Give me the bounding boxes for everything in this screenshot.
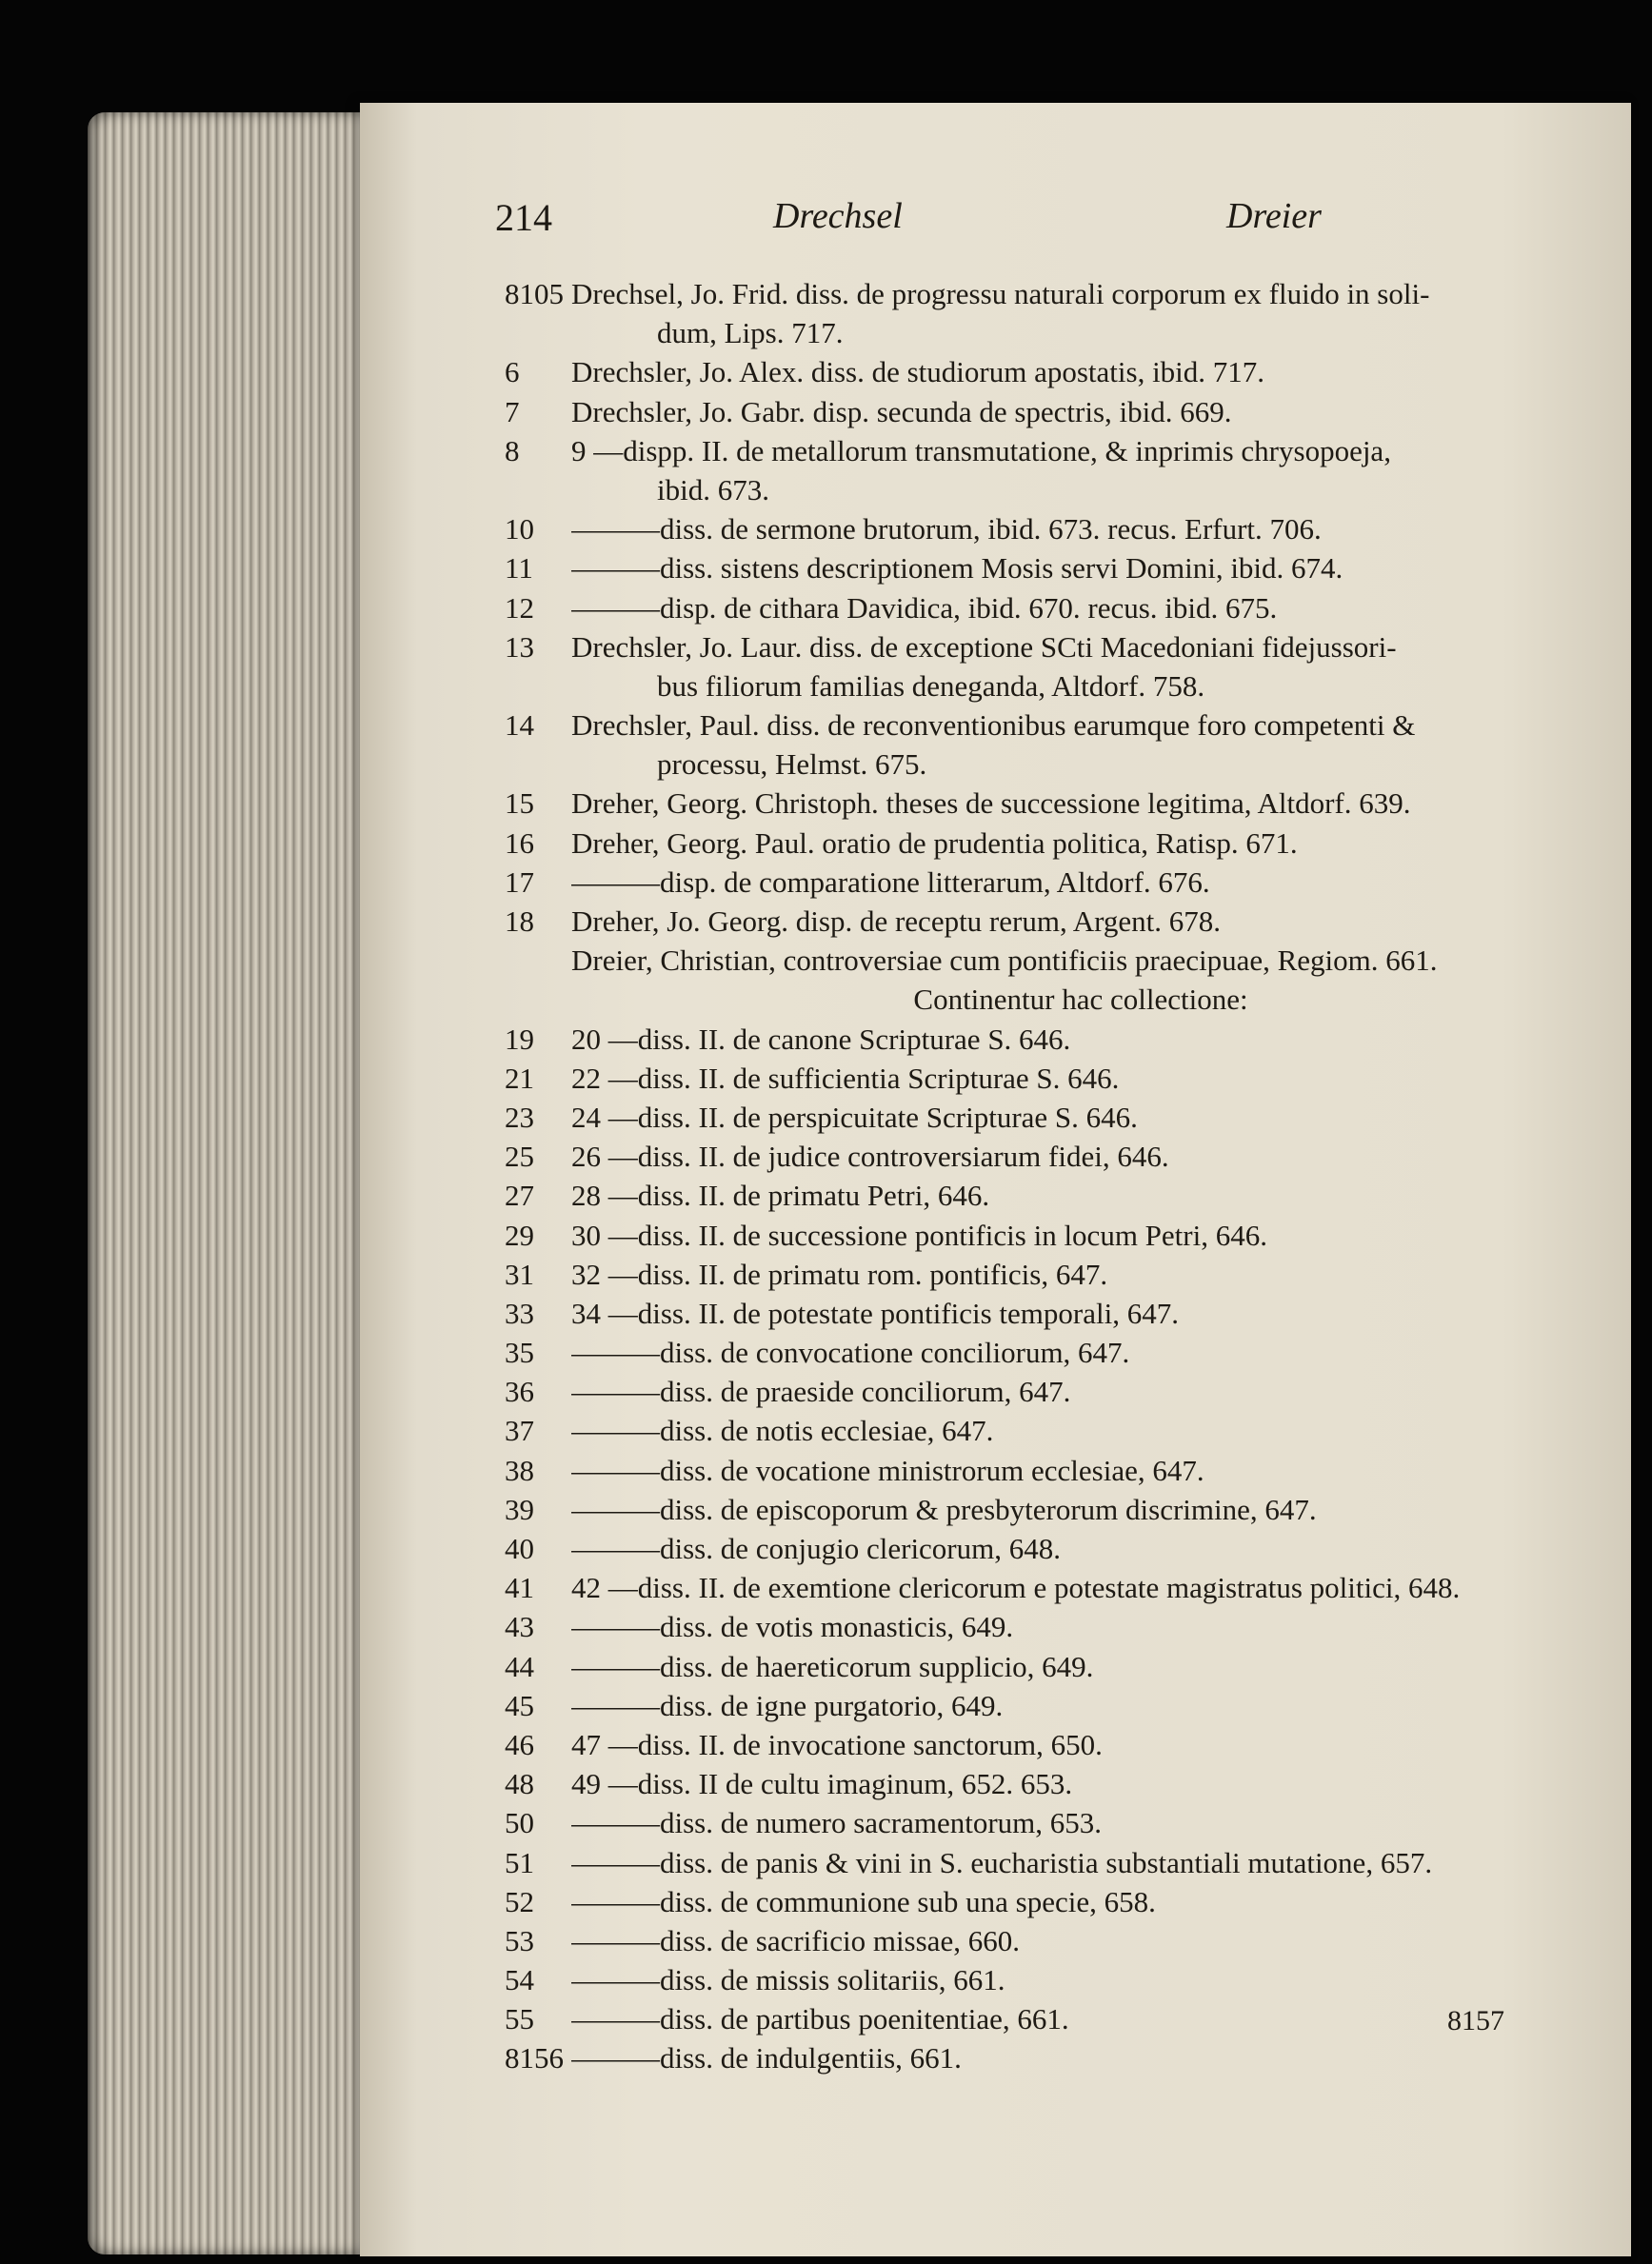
entry-number: 29 [505, 1218, 534, 1252]
entry-text: ———diss. de sacrificio missae, 660. [571, 1923, 1020, 1957]
entry-text: ———disp. de comparatione litterarum, Altdorf. 676. [571, 864, 1210, 899]
section-heading [505, 980, 1571, 1019]
list-item [505, 824, 1571, 863]
entry-text: ———disp. de cithara Davidica, ibid. 670. recus. ibid. 675. [571, 590, 1278, 625]
list-item [505, 392, 1571, 431]
entry-text: ———diss. sistens descriptionem Mosis servi Domini, ibid. 674. [571, 551, 1343, 586]
entry-number: 8 [505, 433, 520, 467]
list-item [505, 863, 1571, 902]
entry-text: ———diss. de sermone brutorum, ibid. 673. recus. Erfurt. 706. [571, 512, 1322, 546]
entry-text: Dreier, Christian, controversiae cum pontificiis praecipuae, Regiom. 661. [571, 943, 1438, 978]
entry-text: 9 —dispp. II. de metallorum transmutatione, & inprimis chrysopoeja, [571, 433, 1391, 467]
entry-text: ———diss. de convocatione conciliorum, 647. [571, 1336, 1130, 1370]
entry-number: 50 [505, 1806, 534, 1840]
list-item [505, 1411, 1571, 1450]
list-item [505, 313, 1571, 352]
entry-text: 49 —diss. II de cultu imaginum, 652. 653. [571, 1767, 1073, 1801]
list-item [505, 352, 1571, 391]
entry-number: 55 [505, 2002, 534, 2036]
entry-number: 19 [505, 1022, 534, 1056]
list-item [505, 1216, 1571, 1255]
list-item [505, 1372, 1571, 1411]
list-item [505, 1333, 1571, 1372]
entry-number: 39 [505, 1492, 534, 1526]
entry-text: ———diss. de communione sub una specie, 658. [571, 1884, 1156, 1918]
entry-number: 18 [505, 904, 534, 938]
entry-text: 22 —diss. II. de sufficientia Scripturae S. 646. [571, 1061, 1120, 1095]
entry-text: ———diss. de haereticorum supplicio, 649. [571, 1649, 1094, 1683]
entry-number: 45 [505, 1688, 534, 1722]
entry-text: ———diss. de notis ecclesiae, 647. [571, 1414, 994, 1448]
entry-number: 16 [505, 825, 534, 860]
entry-text: ———diss. de votis monasticis, 649. [571, 1610, 1014, 1644]
list-item [505, 902, 1571, 941]
list-item [505, 548, 1571, 587]
book-page-edges [88, 112, 373, 2254]
entry-text: 42 —diss. II. de exemtione clericorum e potestate magistratus politici, 648. [571, 1571, 1461, 1605]
list-item [505, 1803, 1571, 1842]
entry-number: 15 [505, 786, 534, 821]
list-item [505, 941, 1571, 980]
entry-text: Drechsler, Jo. Alex. diss. de studiorum apostatis, ibid. 717. [571, 355, 1265, 389]
entry-text: ———diss. de igne purgatorio, 649. [571, 1688, 1004, 1722]
entry-number: 35 [505, 1336, 534, 1370]
entry-text: Dreher, Jo. Georg. disp. de receptu rerum, Argent. 678. [571, 904, 1222, 938]
entry-text: Drechsel, Jo. Frid. diss. de progressu naturali corporum ex fluido in soli- [571, 277, 1430, 310]
entry-number: 14 [505, 708, 534, 743]
entry-text: ———diss. de vocatione ministrorum ecclesiae, 647. [571, 1453, 1204, 1487]
running-head-left: Drechsel [773, 196, 903, 236]
entry-text: 20 —diss. II. de canone Scripturae S. 646. [571, 1022, 1071, 1056]
list-item [505, 784, 1571, 823]
entry-number: 37 [505, 1414, 534, 1448]
list-item [505, 1725, 1571, 1764]
entry-text: ———diss. de conjugio clericorum, 648. [571, 1532, 1061, 1565]
list-item [505, 705, 1571, 745]
entry-number: 31 [505, 1257, 534, 1291]
list-item [505, 1529, 1571, 1568]
list-item [505, 470, 1571, 509]
entry-text: ———diss. de numero sacramentorum, 653. [571, 1806, 1103, 1840]
list-item [505, 1059, 1571, 1098]
entry-text: 26 —diss. II. de judice controversiarum fidei, 646. [571, 1140, 1169, 1174]
entry-text: ———diss. de partibus poenitentiae, 661. [571, 2002, 1069, 2036]
entry-number: 23 [505, 1100, 534, 1134]
running-head-right: Dreier [1226, 196, 1322, 236]
entry-text: ———diss. de indulgentiis, 661. [571, 2041, 962, 2075]
list-item [505, 1451, 1571, 1490]
list-item [505, 627, 1571, 666]
entry-number: 33 [505, 1296, 534, 1330]
entry-text: ———diss. de episcoporum & presbyterorum discrimine, 647. [571, 1492, 1317, 1526]
entry-number: 8105 [505, 277, 564, 310]
list-item [505, 274, 1571, 313]
entry-text: Drechsler, Jo. Laur. diss. de exceptione SCti Macedoniani fidejussori- [571, 629, 1397, 664]
entry-text: bus filiorum familias deneganda, Altdorf. 758. [657, 668, 1205, 703]
entry-number: 36 [505, 1375, 534, 1409]
list-item [505, 1647, 1571, 1686]
entry-text: Dreher, Georg. Christoph. theses de successione legitima, Altdorf. 639. [571, 786, 1411, 821]
entry-number: 48 [505, 1767, 534, 1801]
entry-text: processu, Helmst. 675. [657, 747, 927, 782]
bibliography-list [505, 274, 1571, 2078]
list-item [505, 1098, 1571, 1137]
entry-number: 46 [505, 1727, 534, 1761]
list-item [505, 1999, 1571, 2038]
entry-number: 40 [505, 1532, 534, 1565]
entry-text: 34 —diss. II. de potestate pontificis temporali, 647. [571, 1296, 1179, 1330]
list-item [505, 1686, 1571, 1725]
entry-number: 7 [505, 394, 520, 428]
entry-number: 41 [505, 1571, 534, 1605]
entry-number: 11 [505, 551, 533, 586]
entry-text: Dreher, Georg. Paul. oratio de prudentia politica, Ratisp. 671. [571, 825, 1298, 860]
page-number: 214 [495, 196, 552, 239]
list-item [505, 666, 1571, 705]
entry-text: 32 —diss. II. de primatu rom. pontificis, 647. [571, 1257, 1108, 1291]
entry-text: ———diss. de panis & vini in S. eucharistia substantiali mutatione, 657. [571, 1845, 1433, 1879]
list-item [505, 1176, 1571, 1215]
list-item [505, 1490, 1571, 1529]
list-item [505, 745, 1571, 784]
catchword: 8157 [1447, 2005, 1504, 2036]
entry-text: ———diss. de praeside conciliorum, 647. [571, 1375, 1071, 1409]
list-item [505, 1255, 1571, 1294]
entry-text: ———diss. de missis solitariis, 661. [571, 1963, 1005, 1997]
list-item [505, 1882, 1571, 1921]
list-item [505, 509, 1571, 548]
entry-text: 24 —diss. II. de perspicuitate Scripturae S. 646. [571, 1100, 1138, 1134]
entry-text: 30 —diss. II. de successione pontificis in locum Petri, 646. [571, 1218, 1267, 1252]
entry-number: 44 [505, 1649, 534, 1683]
page-header [0, 195, 1652, 252]
list-item [505, 1137, 1571, 1176]
entry-number: 17 [505, 864, 534, 899]
entry-number: 38 [505, 1453, 534, 1487]
entry-text: Drechsler, Jo. Gabr. disp. secunda de spectris, ibid. 669. [571, 394, 1232, 428]
list-item [505, 1294, 1571, 1333]
list-item [505, 1764, 1571, 1803]
list-item [505, 1020, 1571, 1059]
entry-number: 21 [505, 1061, 534, 1095]
entry-text: 47 —diss. II. de invocatione sanctorum, 650. [571, 1727, 1103, 1761]
entry-text: Continentur hac collectione: [913, 983, 1248, 1017]
entry-text: Drechsler, Paul. diss. de reconventionibus earumque foro competenti & [571, 708, 1416, 743]
list-item [505, 1568, 1571, 1607]
entry-number: 27 [505, 1179, 534, 1213]
list-item [505, 1607, 1571, 1646]
entry-number: 51 [505, 1845, 534, 1879]
entry-text: 28 —diss. II. de primatu Petri, 646. [571, 1179, 990, 1213]
entry-number: 25 [505, 1140, 534, 1174]
entry-number: 52 [505, 1884, 534, 1918]
list-item [505, 1960, 1571, 1999]
entry-number: 54 [505, 1963, 534, 1997]
entry-number: 43 [505, 1610, 534, 1644]
list-item [505, 588, 1571, 627]
list-item [505, 2038, 1571, 2077]
list-item [505, 1921, 1571, 1960]
entry-number: 53 [505, 1923, 534, 1957]
list-item [505, 1843, 1571, 1882]
entry-number: 10 [505, 512, 534, 546]
list-item [505, 431, 1571, 470]
entry-number: 13 [505, 629, 534, 664]
entry-text: dum, Lips. 717. [657, 316, 844, 350]
entry-number: 8156 [505, 2041, 564, 2075]
entry-number: 12 [505, 590, 534, 625]
entry-number: 6 [505, 355, 520, 389]
entry-text: ibid. 673. [657, 472, 769, 506]
